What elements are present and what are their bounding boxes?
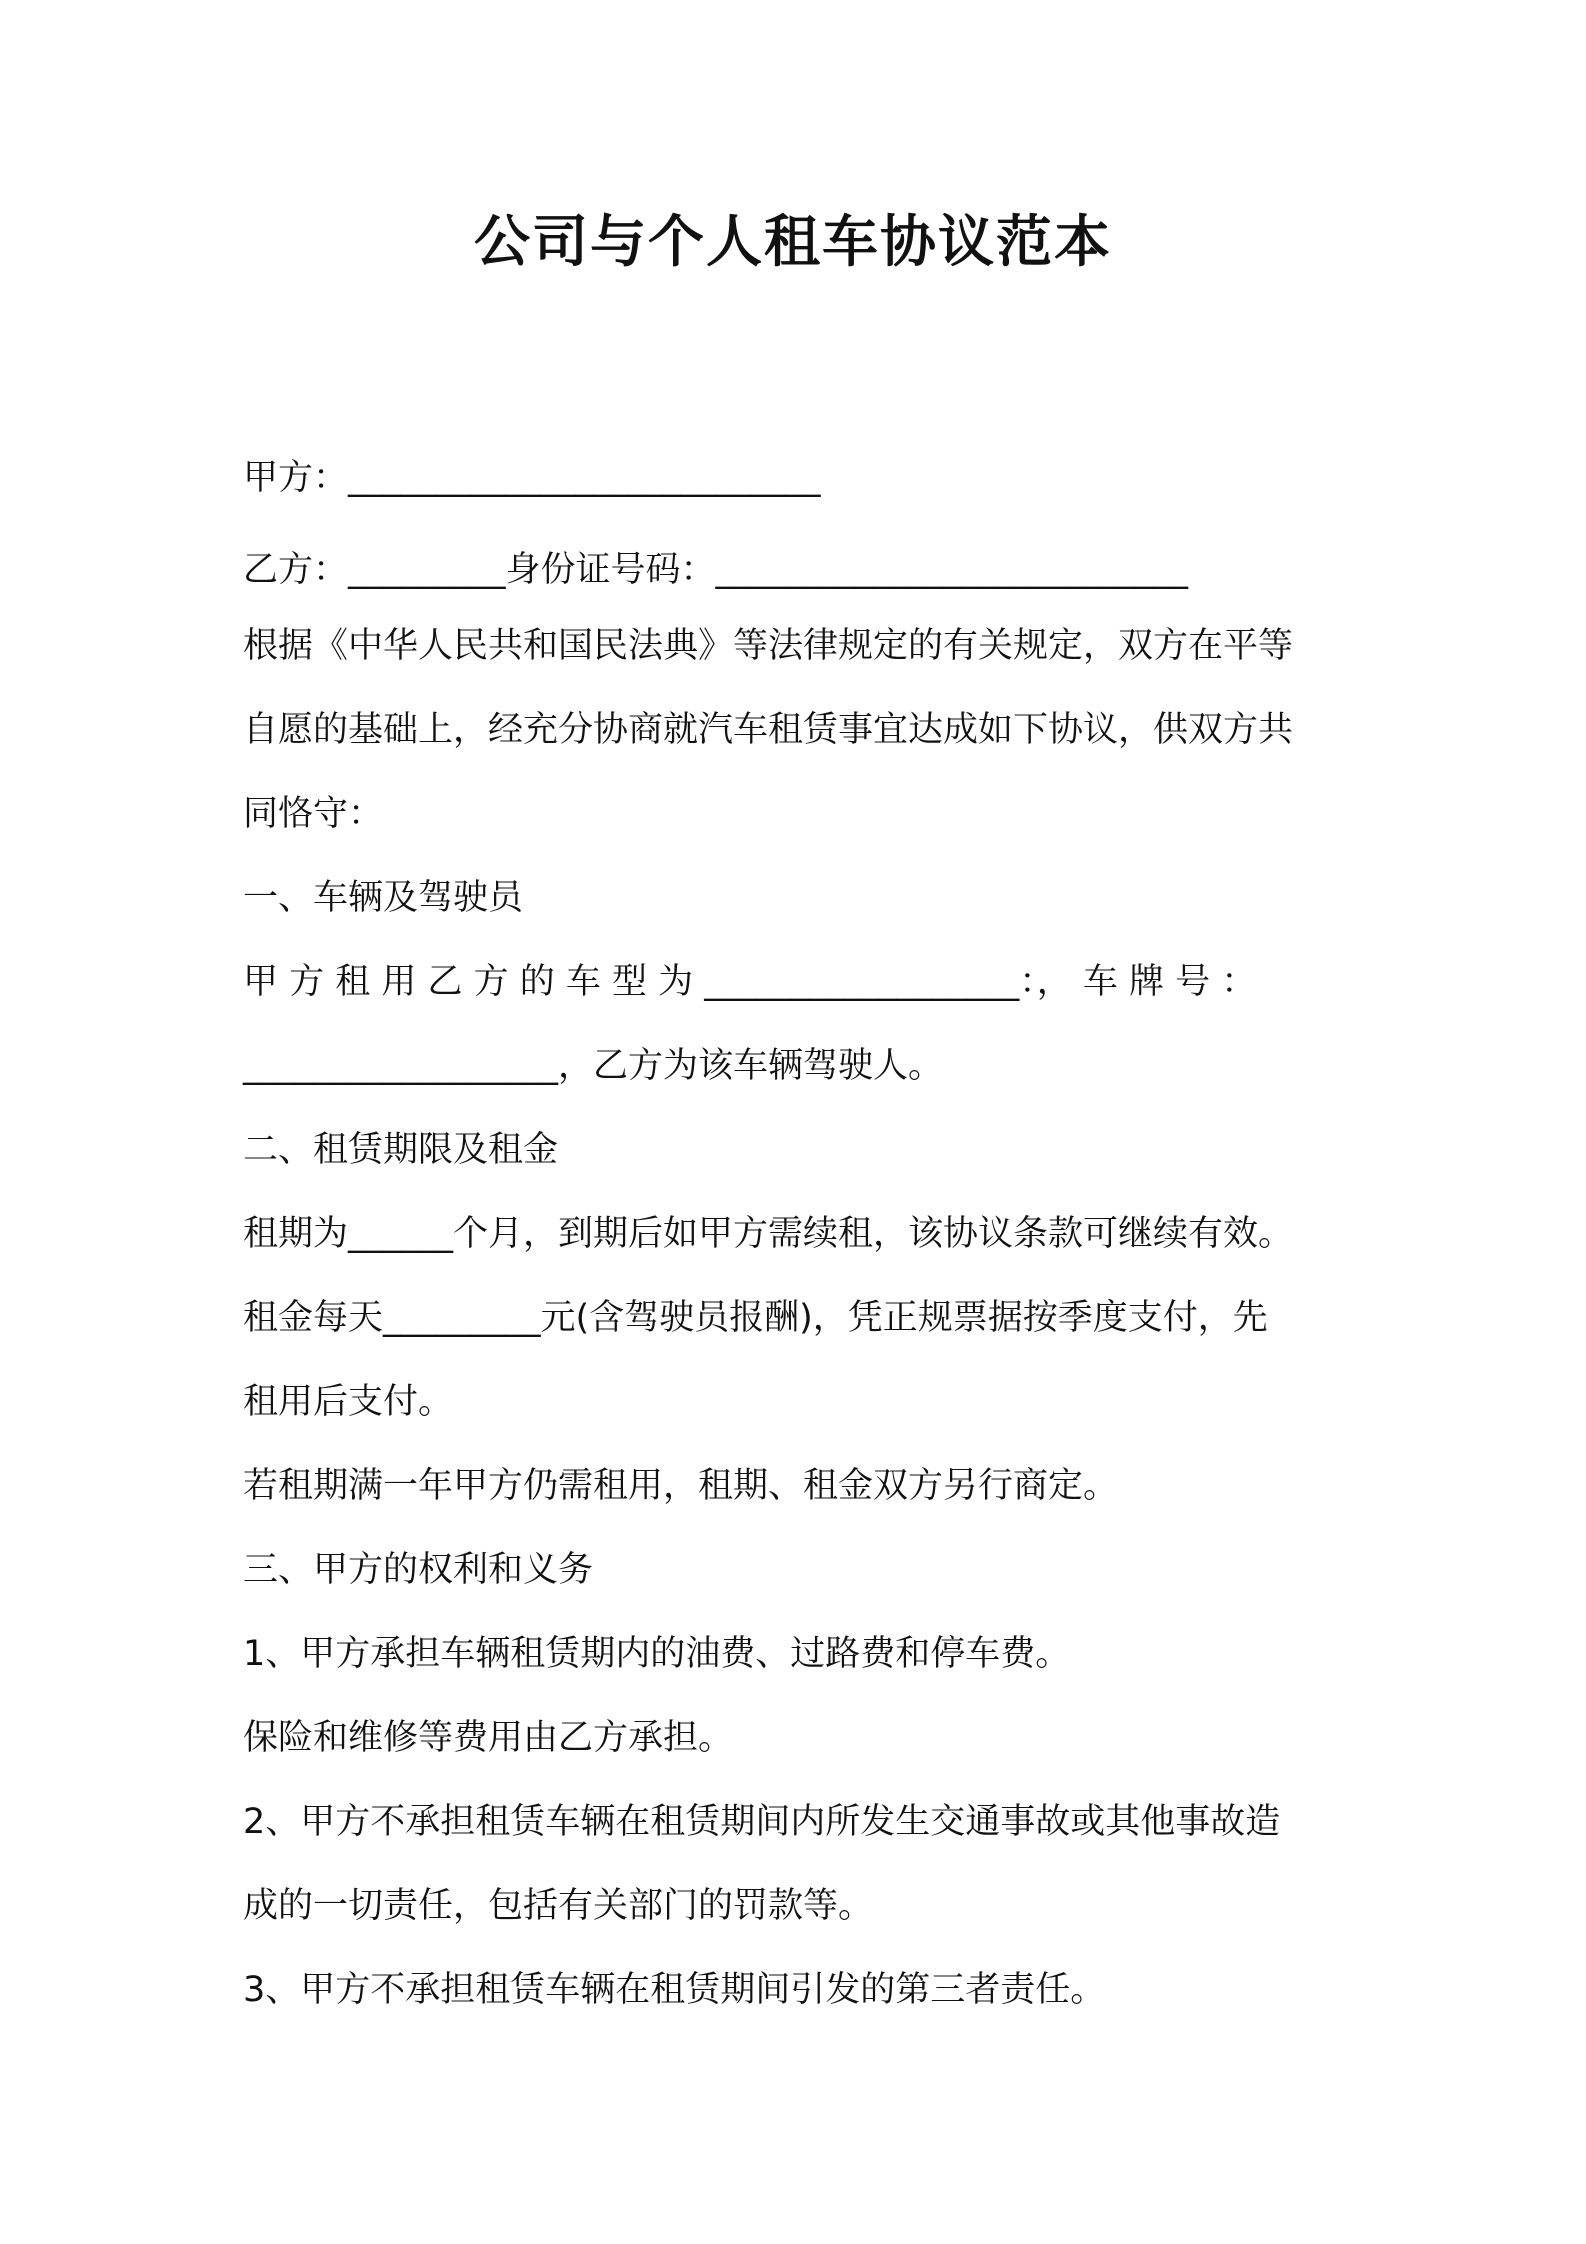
section-3-heading: 三、甲方的权利和义务	[243, 1550, 594, 1590]
section-3-item-2: 2、甲方不承担租赁车辆在租赁期间内所发生交通事故或其他事故造	[243, 1802, 1281, 1842]
preamble-line-2: 自愿的基础上，经充分协商就汽车租赁事宜达成如下协议，供双方共	[243, 710, 1294, 750]
section-2-line-3: 租用后支付。	[243, 1382, 454, 1422]
preamble-line-3: 同恪守：	[243, 794, 384, 834]
preamble-line-1: 根据《中华人民共和国民法典》等法律规定的有关规定，双方在平等	[243, 626, 1294, 666]
section-2-line-4: 若租期满一年甲方仍需租用，租期、租金双方另行商定。	[243, 1466, 1119, 1506]
section-1-line-1: 甲 方 租 用 乙 方 的 车 型 为 __________________：， 车 牌 号 ：	[243, 962, 1257, 1002]
section-3-item-1: 1、甲方承担车辆租赁期内的油费、过路费和停车费。	[243, 1634, 1071, 1674]
section-1-heading: 一、车辆及驾驶员	[243, 878, 524, 918]
party-a-line: 甲方：___________________________	[243, 458, 821, 498]
section-2-line-1: 租期为______个月，到期后如甲方需续租，该协议条款可继续有效。	[243, 1214, 1294, 1254]
section-1-line-2: __________________，乙方为该车辆驾驶人。	[243, 1046, 944, 1086]
section-2-line-2: 租金每天_________元(含驾驶员报酬)，凭正规票据按季度支付，先	[243, 1298, 1268, 1338]
party-b-line: 乙方：_________身份证号码：___________________________	[243, 550, 1189, 590]
section-3-item-1-cont: 保险和维修等费用由乙方承担。	[243, 1718, 734, 1758]
document-title: 公司与个人租车协议范本	[474, 210, 1112, 275]
section-2-heading: 二、租赁期限及租金	[243, 1130, 559, 1170]
section-3-item-2-cont: 成的一切责任，包括有关部门的罚款等。	[243, 1886, 874, 1926]
section-3-item-3: 3、甲方不承担租赁车辆在租赁期间引发的第三者责任。	[243, 1970, 1106, 2010]
